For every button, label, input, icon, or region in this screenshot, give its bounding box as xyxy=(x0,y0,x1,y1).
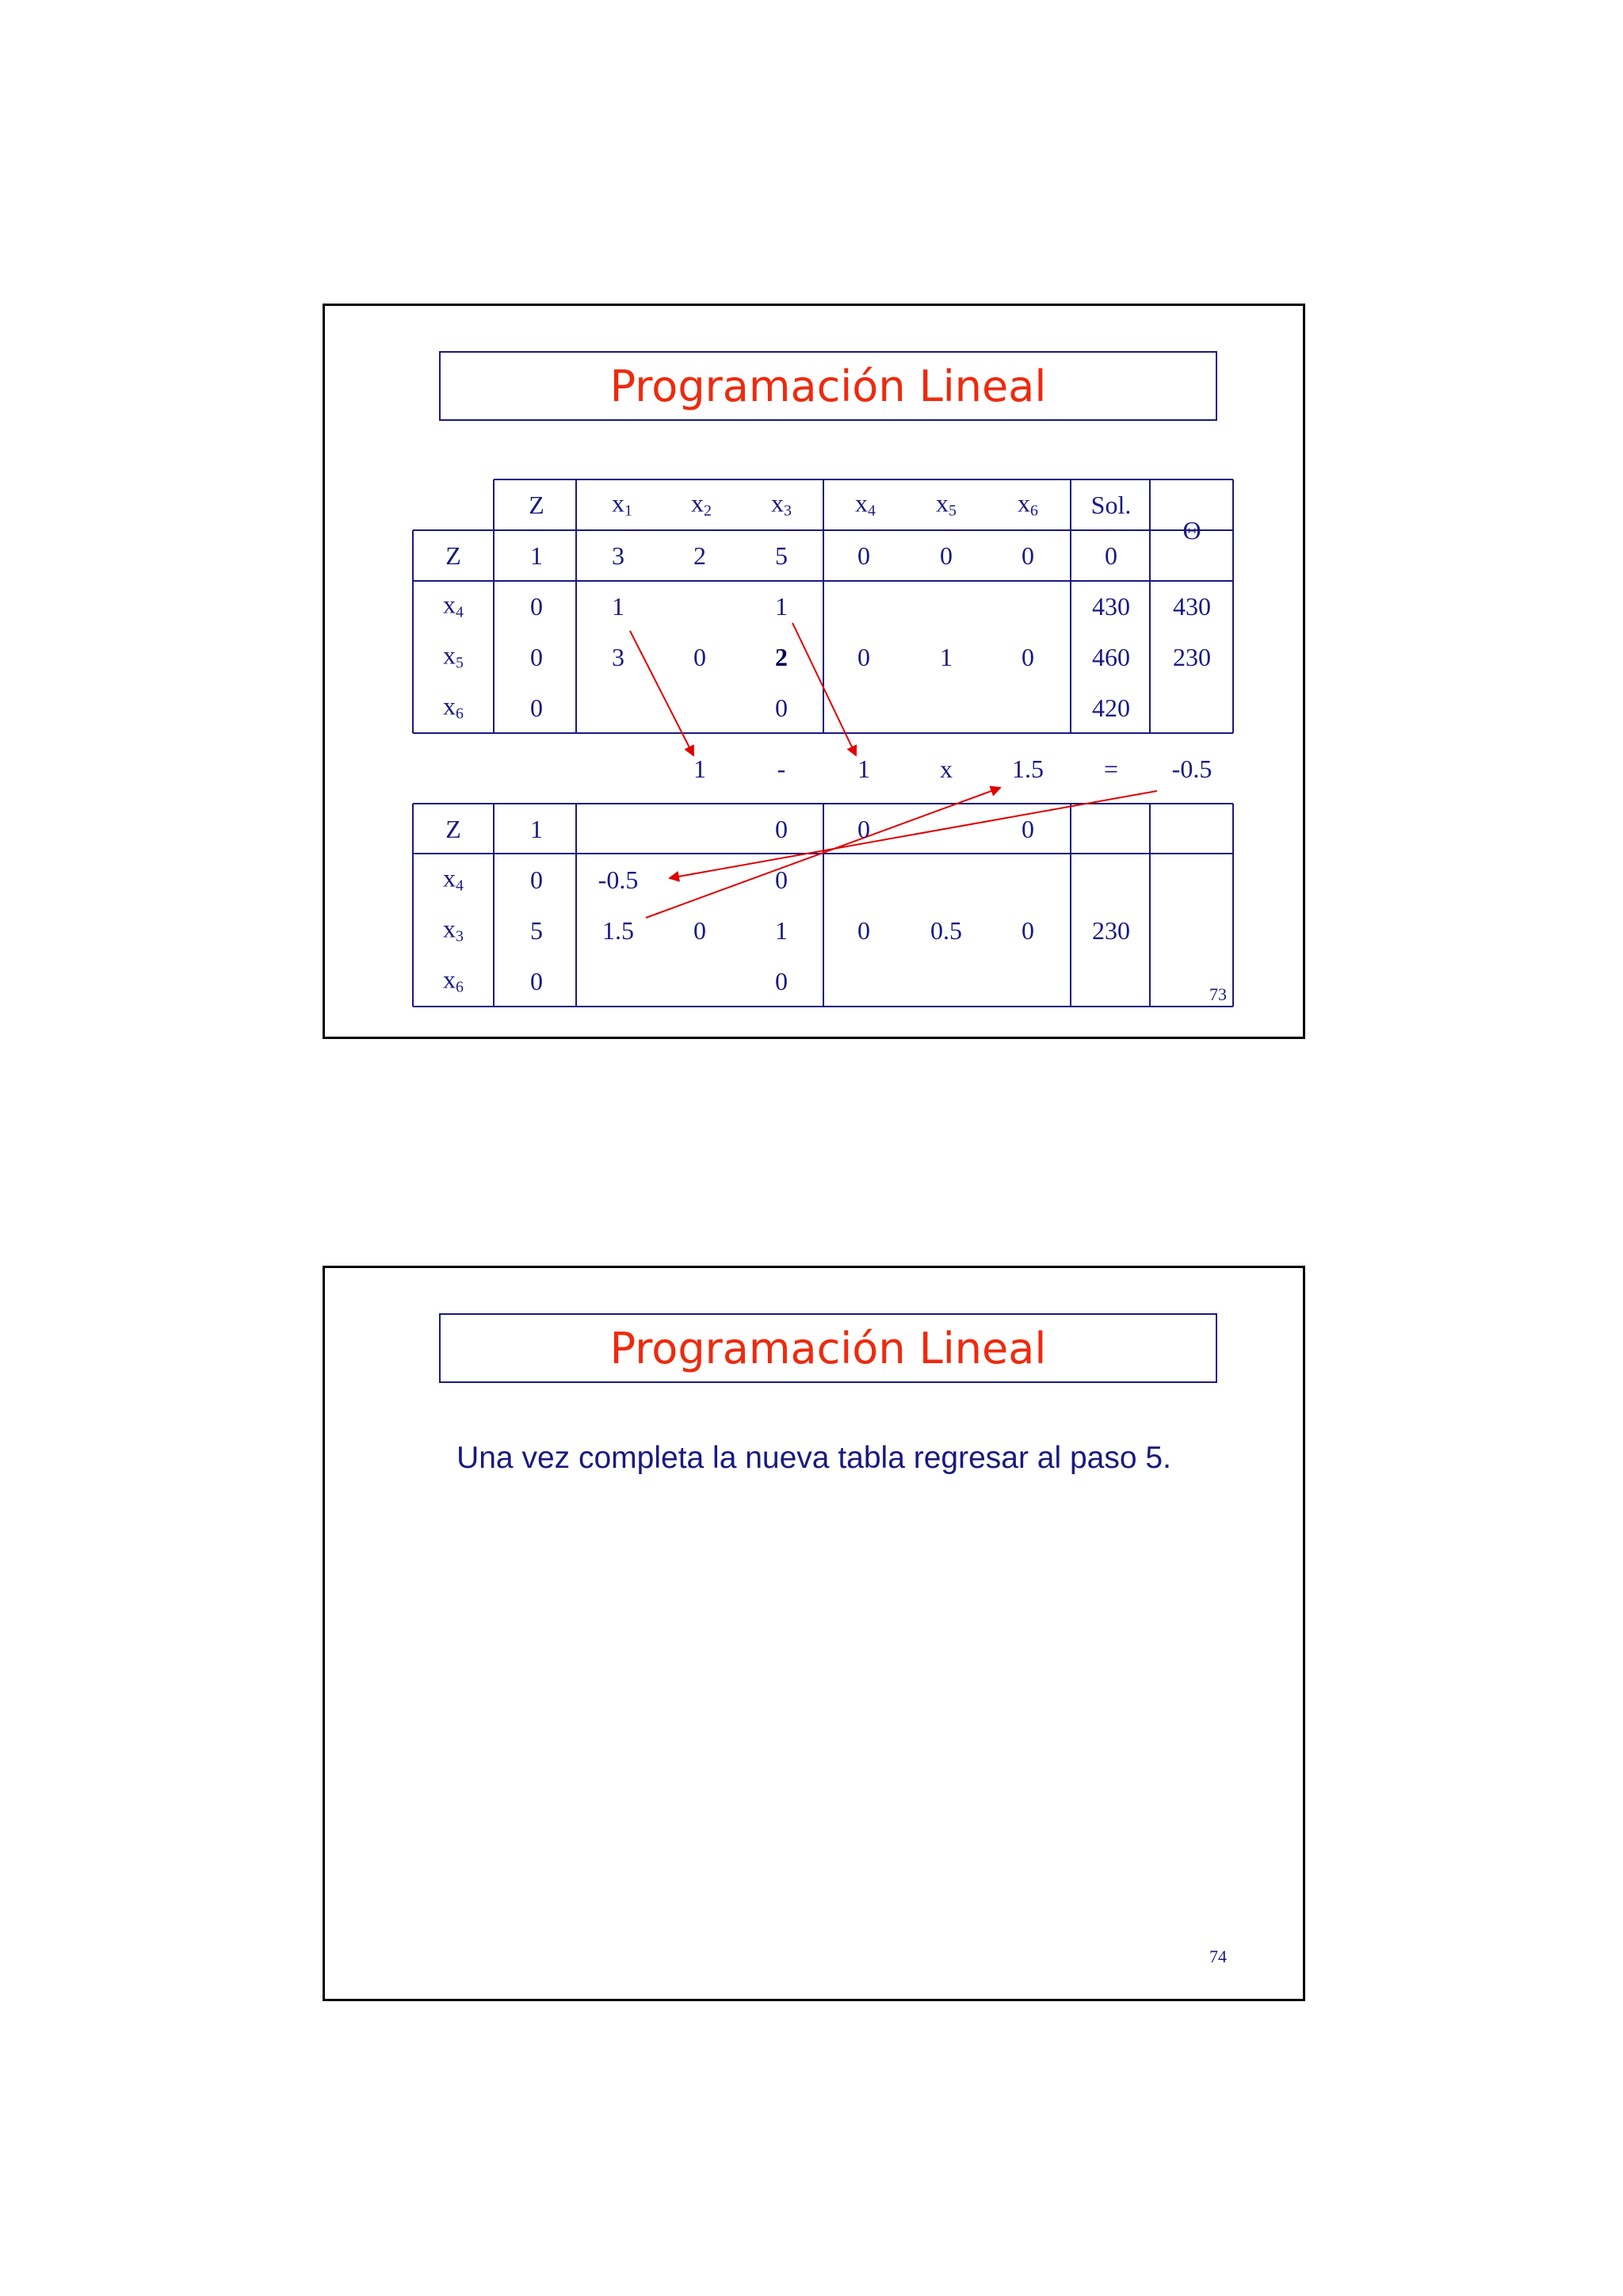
tableau-grid xyxy=(325,306,1308,1041)
slide-74 xyxy=(323,1266,1305,2001)
page-number: 74 xyxy=(1209,1946,1227,1966)
calc-term: 1 xyxy=(693,755,706,783)
theta-cell: 430 xyxy=(1173,592,1211,621)
cell: 430 xyxy=(1092,592,1130,621)
cell: 0 xyxy=(1022,916,1034,945)
header-x1: $x_1$ xyxy=(612,488,632,520)
cell: 0 xyxy=(530,865,543,894)
cell: 1 xyxy=(530,815,543,843)
basis-x5: $x_5$ xyxy=(443,640,464,672)
cell: 1.5 xyxy=(602,916,634,945)
arrow-x1-to-calc xyxy=(630,631,693,755)
cell: 0 xyxy=(1105,541,1117,570)
cell: 0 xyxy=(857,643,870,671)
cell: 0 xyxy=(530,592,543,621)
calc-operator: - xyxy=(777,755,786,783)
cell: 3 xyxy=(612,541,624,570)
header-x4: $x_4$ xyxy=(855,488,876,520)
cell: 0 xyxy=(1022,643,1034,671)
cell: 2 xyxy=(693,541,706,570)
header-x3: $x_3$ xyxy=(771,488,792,520)
basis-z: Z xyxy=(445,541,461,570)
header-sol: Sol. xyxy=(1090,491,1132,519)
cell: 0 xyxy=(775,865,788,894)
slide-title: Programación Lineal xyxy=(609,1323,1047,1373)
theta-cell: 230 xyxy=(1173,643,1211,671)
cell: 0 xyxy=(693,916,706,945)
header-x6: $x_6$ xyxy=(1018,488,1038,520)
basis-x4: $x_4$ xyxy=(443,863,464,895)
cell: 460 xyxy=(1092,643,1130,671)
cell: 5 xyxy=(775,541,788,570)
cell: 0 xyxy=(775,967,788,995)
cell: 0 xyxy=(940,541,953,570)
header-theta: Θ xyxy=(1182,516,1201,544)
pivot-cell: 2 xyxy=(775,643,788,671)
cell: 0 xyxy=(530,967,543,995)
cell: 1 xyxy=(612,592,624,621)
cell: 230 xyxy=(1092,916,1130,945)
cell: 1 xyxy=(775,916,788,945)
cell: 0 xyxy=(530,693,543,722)
cell: 0.5 xyxy=(930,916,962,945)
cell: -0.5 xyxy=(598,865,639,894)
cell: 420 xyxy=(1092,693,1130,722)
basis-x4: $x_4$ xyxy=(443,590,464,621)
header-x2: $x_2$ xyxy=(691,488,712,520)
calc-result: -0.5 xyxy=(1171,755,1212,783)
cell: 1 xyxy=(530,541,543,570)
header-x5: $x_5$ xyxy=(936,488,957,520)
title-box xyxy=(439,1313,1217,1383)
cell: 3 xyxy=(612,643,624,671)
cell: 5 xyxy=(530,916,543,945)
cell: 0 xyxy=(775,693,788,722)
basis-x3: $x_3$ xyxy=(443,914,464,946)
cell: 1 xyxy=(940,643,953,671)
cell: 0 xyxy=(857,541,870,570)
basis-x6: $x_6$ xyxy=(443,965,464,996)
slide-body-text: Una vez completa la nueva tabla regresar al paso 5. xyxy=(456,1441,1171,1475)
calc-factor: 1.5 xyxy=(1012,755,1044,783)
slide-73 xyxy=(323,304,1305,1039)
cell: 0 xyxy=(857,916,870,945)
basis-x6: $x_6$ xyxy=(443,691,464,723)
slide-title: Programación Lineal xyxy=(609,361,1047,411)
header-z: Z xyxy=(529,491,544,519)
cell: 0 xyxy=(857,815,870,843)
calc-term: 1 xyxy=(857,755,870,783)
page-number: 73 xyxy=(1209,984,1227,1004)
cell: 0 xyxy=(530,643,543,671)
cell: 0 xyxy=(1022,815,1034,843)
cell: 0 xyxy=(693,643,706,671)
basis-z: Z xyxy=(445,815,461,843)
calc-operator: x xyxy=(940,755,953,783)
cell: 0 xyxy=(775,815,788,843)
cell: 0 xyxy=(1022,541,1034,570)
calc-equals: = xyxy=(1103,755,1119,783)
cell: 1 xyxy=(775,592,788,621)
